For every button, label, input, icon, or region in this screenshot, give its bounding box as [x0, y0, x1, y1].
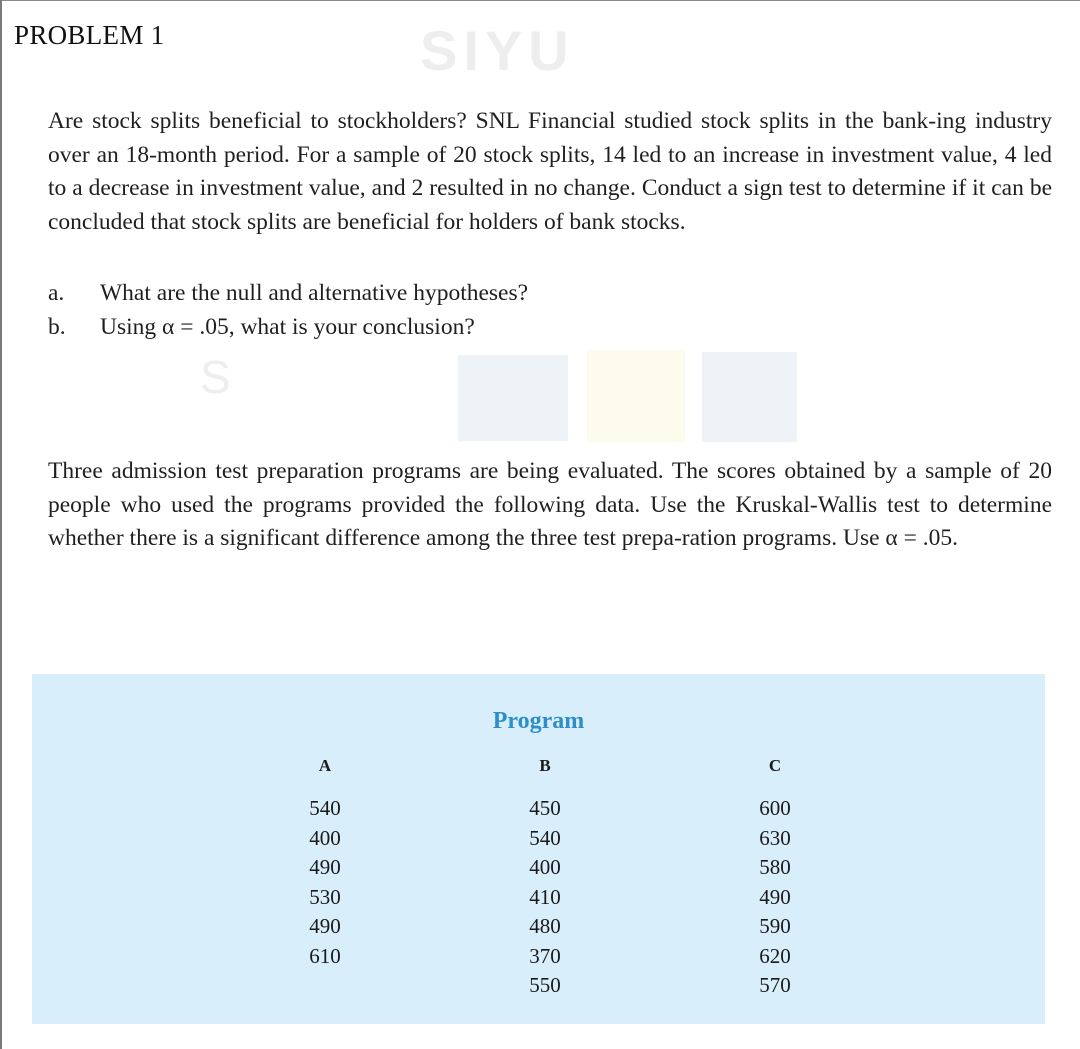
page-border-left — [0, 0, 2, 1049]
table-cell: 540 — [309, 796, 341, 820]
watermark-shape — [458, 355, 568, 441]
column-a-values — [295, 794, 355, 971]
table-cell: 480 — [529, 914, 561, 938]
watermark-logo: SIYU — [420, 19, 575, 82]
table-title: Program — [492, 708, 585, 734]
column-header-c: C — [768, 756, 782, 775]
table-cell: 400 — [309, 825, 341, 850]
column-c-values — [745, 794, 805, 1001]
table-cell: 590 — [759, 914, 791, 938]
table-cell: 370 — [529, 943, 561, 968]
table-cell: 490 — [309, 855, 341, 879]
program-scores-table — [32, 674, 1045, 1024]
question-letter: b. — [48, 314, 66, 340]
table-cell: 630 — [759, 825, 791, 850]
table-cell: 540 — [529, 825, 561, 850]
question-b — [48, 310, 475, 344]
table-cell: 530 — [309, 884, 341, 909]
column-header-b: B — [539, 756, 551, 775]
table-cell: 600 — [759, 796, 791, 820]
table-cell: 570 — [759, 973, 791, 997]
column-b-values — [515, 794, 575, 1001]
table-cell: 490 — [759, 884, 791, 909]
table-cell: 450 — [529, 796, 561, 820]
problem-2-text: Three admission test preparation programs are being evaluated. The scores obtained by a sample of 20 people who used the programs provided the following data. Use the Kruskal-Wallis test to determine whether there is a significant difference among the three test prepa-ration programs. Use α = .05. — [48, 458, 1052, 551]
table-cell: 550 — [529, 973, 561, 997]
question-letter: a. — [48, 280, 65, 306]
table-cell: 490 — [309, 914, 341, 938]
table-cell: 410 — [529, 884, 561, 909]
page-heading: PROBLEM 1 — [14, 20, 165, 50]
page-border-top — [0, 0, 1080, 1]
question-text: What are the null and alternative hypotheses? — [100, 280, 529, 306]
table-cell: 400 — [529, 855, 561, 879]
table-cell: 610 — [309, 943, 341, 968]
column-header-a: A — [318, 756, 332, 775]
table-cell: 580 — [759, 855, 791, 879]
question-a — [48, 276, 528, 310]
question-text: Using α = .05, what is your conclusion? — [100, 314, 475, 340]
watermark-shape — [702, 352, 797, 442]
watermark-letter: S — [200, 351, 231, 403]
table-cell: 620 — [759, 943, 791, 968]
problem-1-text: Are stock splits beneficial to stockholders? SNL Financial studied stock splits in the bank-ing industry over an 18-month period. For a sample of 20 stock splits, 14 led to an increase in investment value, 4 led to a decrease in investment value, and 2 resulted in no change. Conduct a sign test to determine if it can be concluded that stock splits are beneficial for holders of bank stocks. — [48, 108, 1052, 235]
watermark-shape — [587, 350, 685, 442]
